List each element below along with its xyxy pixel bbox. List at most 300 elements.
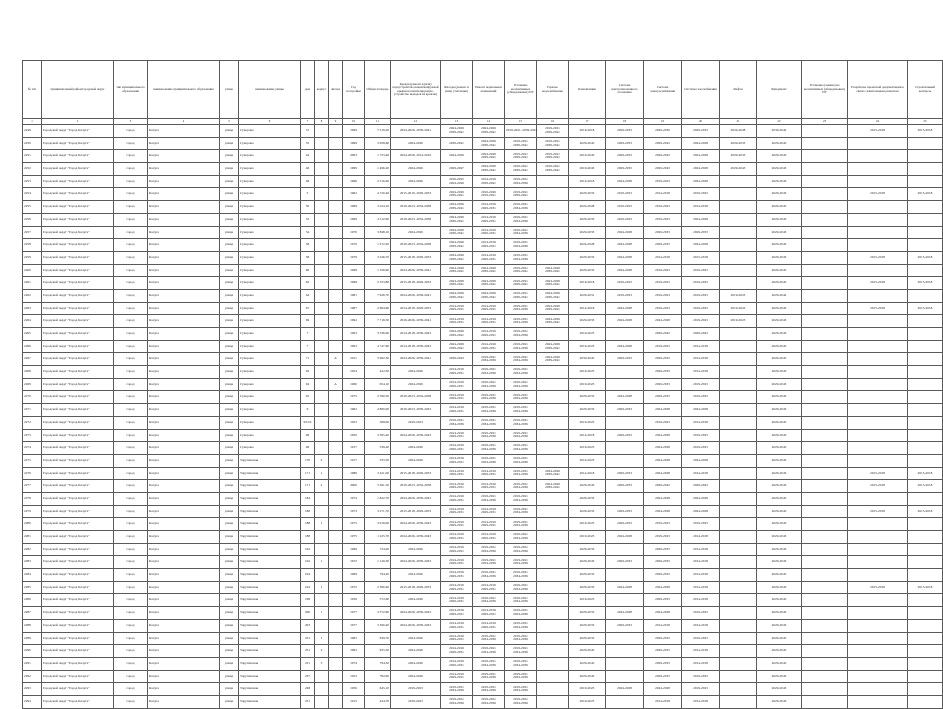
cell-year: 1974: [343, 492, 365, 505]
cell-fund: 2029-2043: [757, 632, 802, 645]
cell-fnd: 2019-2021 2034-2036: [473, 454, 505, 467]
cell-fund: 2029-2043: [757, 366, 802, 379]
cell-hvs: 2029-2033: [606, 467, 644, 480]
cell-loc: Калуга: [148, 213, 220, 226]
cell-power: 2019-2023: [682, 378, 720, 391]
cell-hvs: 2024-2028: [606, 251, 644, 264]
table-row: [23, 442, 943, 455]
cell-hvs: 2029-2033: [606, 150, 644, 163]
table-row: [23, 150, 943, 163]
cell-mun: Городской округ "Город Калуга": [42, 391, 114, 404]
cell-fnd: 2014-2016 2029-2031: [473, 213, 505, 226]
cell-street: Суворова: [239, 264, 301, 277]
cell-basement: 2019-2021 2039-2041: [505, 163, 537, 176]
cell-lift: [720, 391, 757, 404]
cell-area: 4 800,00: [365, 404, 391, 417]
cell-l: [329, 645, 343, 658]
cell-area: 782,00: [365, 670, 391, 683]
table-row: [23, 518, 943, 531]
cell-typ: город: [114, 505, 148, 518]
cell-st: улица: [220, 645, 239, 658]
table-row: [23, 188, 943, 201]
cell-facade: 2039-2043: [441, 353, 473, 366]
cell-fund: 2029-2043: [757, 340, 802, 353]
cell-sewer: 2019-2023: [569, 454, 606, 467]
cell-sewer: 2014-2018: [569, 467, 606, 480]
cell-house: 186: [301, 505, 315, 518]
cell-lift: [720, 695, 757, 708]
cell-meters: [802, 302, 848, 315]
header-cell-heat: Система электроснабжения: [644, 61, 682, 119]
column-number-cell: 25: [908, 119, 943, 125]
cell-roof: 2019-2023, 2034-2038: [391, 239, 441, 252]
cell-st: улица: [220, 137, 239, 150]
cell-l: [329, 594, 343, 607]
cell-facade: 2014-2016 2029-2031: [441, 645, 473, 658]
cell-construct: 2015-2018: [908, 480, 943, 493]
cell-k: [315, 619, 329, 632]
cell-design: 2015-2018: [848, 251, 908, 264]
cell-st: улица: [220, 150, 239, 163]
cell-fund: 2029-2043: [757, 353, 802, 366]
cell-mun: Городской округ "Город Калуга": [42, 518, 114, 531]
cell-st: улица: [220, 569, 239, 582]
cell-construct: 2015-2018: [908, 581, 943, 594]
cell-power: 2014-2018: [682, 556, 720, 569]
cell-facade: 2014-2016 2029-2031: [441, 404, 473, 417]
table-row: [23, 492, 943, 505]
header-cell-design: Разработка проектной документации в связи с капитальным ремонтом: [848, 61, 908, 119]
cell-l: [329, 226, 343, 239]
cell-loc: Калуга: [148, 569, 220, 582]
cell-fund: 2029-2042: [757, 289, 802, 302]
cell-meters: [802, 442, 848, 455]
table-row: [23, 277, 943, 290]
cell-hvs: 2029-2033: [606, 125, 644, 138]
cell-street: Тарутинская: [239, 619, 301, 632]
cell-basement: 2019-2021 2034-2036: [505, 454, 537, 467]
cell-house: 67: [301, 302, 315, 315]
cell-house: 9: [301, 404, 315, 417]
cell-power: 2024-2028: [682, 404, 720, 417]
cell-k: [315, 201, 329, 214]
cell-year: 1998: [343, 277, 365, 290]
table-row: [23, 594, 943, 607]
cell-loc: Калуга: [148, 277, 220, 290]
cell-typ: город: [114, 695, 148, 708]
cell-facade: 2014-2016 2029-2031: [441, 619, 473, 632]
cell-design: [848, 645, 908, 658]
cell-facade: 2014-2016 2029-2031: [441, 581, 473, 594]
cell-typ: город: [114, 201, 148, 214]
cell-area: 2 516,40: [365, 175, 391, 188]
cell-mun: Городской округ "Город Калуга": [42, 505, 114, 518]
cell-street: Суворова: [239, 137, 301, 150]
cell-gas: [537, 505, 569, 518]
cell-heat: 2024-2028: [644, 607, 682, 620]
cell-l: [329, 454, 343, 467]
cell-sewer: 2016-2018: [569, 277, 606, 290]
cell-design: [848, 569, 908, 582]
cell-facade: 2019-2021 2034-2036: [441, 695, 473, 708]
cell-house: 69: [301, 315, 315, 328]
cell-design: 2015-2018: [848, 480, 908, 493]
cell-typ: город: [114, 315, 148, 328]
column-number-cell: 6: [239, 119, 301, 125]
cell-loc: Калуга: [148, 657, 220, 670]
cell-sewer: 2016-2018: [569, 125, 606, 138]
cell-sewer: 2029-2033: [569, 213, 606, 226]
cell-street: Суворова: [239, 353, 301, 366]
cell-design: [848, 619, 908, 632]
cell-gas: [537, 429, 569, 442]
cell-hvs: 2019-2023: [606, 201, 644, 214]
cell-facade: 2014-2016 2029-2031: [441, 632, 473, 645]
cell-roof: 2019-2023, 2034-2038: [391, 201, 441, 214]
cell-lift: [720, 366, 757, 379]
cell-design: [848, 683, 908, 696]
cell-l: [329, 556, 343, 569]
cell-mun: Городской округ "Город Калуга": [42, 340, 114, 353]
table-row: [23, 556, 943, 569]
table-row: [23, 302, 943, 315]
cell-l: [329, 543, 343, 556]
cell-area: 3 421,00: [365, 467, 391, 480]
cell-area: 368,00: [365, 416, 391, 429]
cell-l: [329, 213, 343, 226]
cell-area: 1 822,70: [365, 492, 391, 505]
cell-area: 2 664,60: [365, 302, 391, 315]
cell-area: 7 519,20: [365, 125, 391, 138]
cell-l: [329, 670, 343, 683]
cell-year: 2000: [343, 480, 365, 493]
cell-typ: город: [114, 264, 148, 277]
cell-loc: Калуга: [148, 645, 220, 658]
cell-house: 171: [301, 480, 315, 493]
cell-fund: 2029-2043: [757, 429, 802, 442]
cell-k: [315, 366, 329, 379]
cell-typ: город: [114, 302, 148, 315]
cell-lift: 2019-2023: [720, 315, 757, 328]
cell-design: 2015-2018: [848, 277, 908, 290]
cell-sewer: 2029-2033: [569, 581, 606, 594]
cell-typ: город: [114, 137, 148, 150]
cell-fnd: 2024-2026 2039-2041: [473, 163, 505, 176]
cell-typ: город: [114, 581, 148, 594]
cell-no: 2260: [23, 264, 42, 277]
cell-l: [329, 518, 343, 531]
cell-gas: [537, 442, 569, 455]
cell-fund: 2029-2043: [757, 201, 802, 214]
cell-st: улица: [220, 404, 239, 417]
cell-street: Тарутинская: [239, 467, 301, 480]
cell-heat: 2019-2023: [644, 264, 682, 277]
cell-basement: 2019-2021 2034-2036: [505, 429, 537, 442]
cell-roof: 2024-2026: [391, 670, 441, 683]
cell-construct: [908, 163, 943, 176]
table-row: [23, 505, 943, 518]
cell-design: [848, 429, 908, 442]
cell-basement: 2019-2021 2034-2036: [505, 505, 537, 518]
cell-st: улица: [220, 556, 239, 569]
cell-meters: [802, 556, 848, 569]
cell-hvs: 2024-2028: [606, 302, 644, 315]
cell-heat: 2024-2028: [644, 505, 682, 518]
cell-sewer: 2019-2023: [569, 518, 606, 531]
cell-basement: 2019-2021 2034-2036: [505, 683, 537, 696]
cell-gas: [537, 175, 569, 188]
cell-roof: 2015-2018, 2029-2033: [391, 467, 441, 480]
cell-k: [315, 442, 329, 455]
cell-year: 1992: [343, 315, 365, 328]
cell-loc: Калуга: [148, 201, 220, 214]
cell-year: 1969: [343, 569, 365, 582]
cell-area: 3 848,10: [365, 226, 391, 239]
header-cell-year: Год постройки: [343, 61, 365, 119]
cell-house: 95/16: [301, 416, 315, 429]
cell-fnd: 2024-2026 2039-2041: [473, 289, 505, 302]
table-row: [23, 201, 943, 214]
cell-power: 2024-2028: [682, 492, 720, 505]
cell-gas: [537, 454, 569, 467]
cell-fnd: 2019-2021 2034-2036: [473, 657, 505, 670]
cell-area: 422,30: [365, 366, 391, 379]
cell-year: 1999: [343, 163, 365, 176]
cell-fnd: 2024-2026 2039-2041: [473, 125, 505, 138]
cell-street: Суворова: [239, 201, 301, 214]
column-number-cell: 15: [505, 119, 537, 125]
cell-design: [848, 543, 908, 556]
cell-sewer: 2029-2033: [569, 264, 606, 277]
cell-facade: 2014-2016 2029-2031: [441, 594, 473, 607]
cell-sewer: 2014-2018: [569, 429, 606, 442]
cell-facade: 2014-2016 2029-2031: [441, 543, 473, 556]
cell-l: [329, 315, 343, 328]
cell-sewer: 2029-2043: [569, 657, 606, 670]
cell-lift: [720, 175, 757, 188]
cell-roof: 2019-2023: [391, 695, 441, 708]
cell-loc: Калуга: [148, 353, 220, 366]
cell-roof: 2015-2018, 2029-2033: [391, 251, 441, 264]
cell-l: [329, 429, 343, 442]
cell-design: [848, 175, 908, 188]
cell-power: 2014-2018: [682, 366, 720, 379]
cell-k: [315, 315, 329, 328]
cell-no: 2269: [23, 378, 42, 391]
cell-l: [329, 619, 343, 632]
cell-house: 96: [301, 442, 315, 455]
cell-sewer: 2029-2043: [569, 645, 606, 658]
cell-no: 2254: [23, 188, 42, 201]
cell-construct: [908, 429, 943, 442]
cell-year: 1954: [343, 366, 365, 379]
cell-hvs: 2024-2028: [606, 315, 644, 328]
cell-facade: 2014-2016 2029-2031: [441, 442, 473, 455]
cell-st: улица: [220, 251, 239, 264]
cell-gas: [537, 632, 569, 645]
cell-no: 2289: [23, 632, 42, 645]
table-row: [23, 645, 943, 658]
cell-fund: 2029-2043: [757, 213, 802, 226]
cell-area: 2 353,80: [365, 277, 391, 290]
cell-k: [315, 340, 329, 353]
cell-fund: 2029-2043: [757, 607, 802, 620]
cell-street: Тарутинская: [239, 492, 301, 505]
cell-power: 2019-2023: [682, 264, 720, 277]
cell-mun: Городской округ "Город Калуга": [42, 645, 114, 658]
cell-k: [315, 163, 329, 176]
cell-hvs: [606, 492, 644, 505]
cell-st: улица: [220, 315, 239, 328]
cell-gas: [537, 670, 569, 683]
cell-design: [848, 328, 908, 341]
cell-roof: 2024-2026: [391, 632, 441, 645]
cell-lift: [720, 416, 757, 429]
cell-gas: [537, 683, 569, 696]
cell-gas: 2019-2021 2039-2041: [537, 150, 569, 163]
cell-roof: 2024-2026: [391, 645, 441, 658]
cell-loc: Калуга: [148, 175, 220, 188]
cell-l: [329, 137, 343, 150]
cell-gas: [537, 239, 569, 252]
cell-hvs: 2029-2033: [606, 429, 644, 442]
cell-fund: 2029-2043: [757, 442, 802, 455]
cell-power: 2029-2033: [682, 125, 720, 138]
cell-street: Суворова: [239, 315, 301, 328]
cell-meters: [802, 340, 848, 353]
cell-house: 192: [301, 556, 315, 569]
column-number-cell: 11: [365, 119, 391, 125]
cell-sewer: 2029-2043: [569, 137, 606, 150]
cell-loc: Калуга: [148, 163, 220, 176]
cell-design: [848, 315, 908, 328]
cell-heat: 2029-2033: [644, 670, 682, 683]
cell-power: 2019-2023: [682, 277, 720, 290]
cell-fund: 2029-2043: [757, 391, 802, 404]
cell-power: 2024-2028: [682, 213, 720, 226]
cell-construct: [908, 416, 943, 429]
cell-typ: город: [114, 543, 148, 556]
cell-sewer: 2019-2023: [569, 378, 606, 391]
column-number-cell: 20: [682, 119, 720, 125]
cell-no: 2252: [23, 163, 42, 176]
column-number-cell: 2: [42, 119, 114, 125]
cell-meters: [802, 619, 848, 632]
cell-meters: [802, 594, 848, 607]
cell-heat: 2029-2033: [644, 366, 682, 379]
cell-area: 794,20: [365, 569, 391, 582]
cell-lift: 2029-2043: [720, 163, 757, 176]
cell-construct: [908, 201, 943, 214]
cell-house: 198: [301, 594, 315, 607]
cell-hvs: [606, 416, 644, 429]
cell-heat: 2029-2043: [644, 480, 682, 493]
cell-construct: [908, 632, 943, 645]
cell-loc: Калуга: [148, 416, 220, 429]
cell-fund: 2029-2043: [757, 454, 802, 467]
cell-st: улица: [220, 442, 239, 455]
cell-k: [315, 264, 329, 277]
cell-mun: Городской округ "Город Калуга": [42, 683, 114, 696]
cell-no: 2270: [23, 391, 42, 404]
table-row: [23, 670, 943, 683]
cell-loc: Калуга: [148, 404, 220, 417]
cell-year: 1987: [343, 302, 365, 315]
cell-st: улица: [220, 201, 239, 214]
cell-street: Суворова: [239, 163, 301, 176]
cell-loc: Калуга: [148, 518, 220, 531]
cell-facade: 2014-2016 2029-2031: [441, 315, 473, 328]
cell-construct: 2015-2018: [908, 302, 943, 315]
cell-construct: [908, 645, 943, 658]
cell-meters: [802, 467, 848, 480]
cell-meters: [802, 239, 848, 252]
cell-loc: Калуга: [148, 695, 220, 708]
cell-area: 424,70: [365, 695, 391, 708]
cell-lift: [720, 645, 757, 658]
table-row: [23, 467, 943, 480]
cell-hvs: [606, 657, 644, 670]
cell-no: 2286: [23, 594, 42, 607]
cell-l: [329, 289, 343, 302]
cell-power: 2019-2023: [682, 607, 720, 620]
cell-mun: Городской округ "Город Калуга": [42, 467, 114, 480]
cell-lift: [720, 492, 757, 505]
cell-lift: [720, 670, 757, 683]
cell-power: 2024-2028: [682, 175, 720, 188]
cell-year: 2011: [343, 353, 365, 366]
cell-street: Тарутинская: [239, 670, 301, 683]
table-row: [23, 391, 943, 404]
cell-area: 3 512,90: [365, 213, 391, 226]
cell-year: 1956: [343, 683, 365, 696]
cell-meters: [802, 492, 848, 505]
cell-l: [329, 569, 343, 582]
cell-construct: [908, 353, 943, 366]
cell-fnd: 2014-2016 2029-2031: [473, 531, 505, 544]
cell-sewer: 2029-2033: [569, 619, 606, 632]
cell-loc: Калуга: [148, 607, 220, 620]
cell-facade: 2024-2026 2039-2041: [441, 251, 473, 264]
cell-construct: [908, 391, 943, 404]
cell-design: [848, 201, 908, 214]
header-cell-lift: Лифты: [720, 61, 757, 119]
cell-st: улица: [220, 302, 239, 315]
cell-street: Суворова: [239, 175, 301, 188]
cell-fnd: 2019-2021 2034-2036: [473, 645, 505, 658]
table-row: [23, 404, 943, 417]
header-cell-gas: Горячее водоснабжение: [537, 61, 569, 119]
cell-basement: 2019-2021 2039-2041: [505, 264, 537, 277]
cell-year: 1969: [343, 201, 365, 214]
cell-heat: 2029-2033: [644, 645, 682, 658]
cell-st: улица: [220, 277, 239, 290]
header-cell-locality-name: наименование муниципального образования: [148, 61, 220, 119]
cell-lift: 2019-2023: [720, 289, 757, 302]
cell-fnd: 2014-2016 2039-2041: [473, 175, 505, 188]
cell-construct: [908, 695, 943, 708]
cell-k: [315, 492, 329, 505]
cell-year: 1975: [343, 391, 365, 404]
header-cell-house: дом: [301, 61, 315, 119]
column-number-cell: 7: [301, 119, 315, 125]
cell-mun: Городской округ "Город Калуга": [42, 239, 114, 252]
cell-area: 7 926,70: [365, 289, 391, 302]
cell-heat: 2024-2028: [644, 404, 682, 417]
cell-k: [315, 277, 329, 290]
cell-design: [848, 442, 908, 455]
cell-basement: 2019-2021 2034-2036: [505, 416, 537, 429]
